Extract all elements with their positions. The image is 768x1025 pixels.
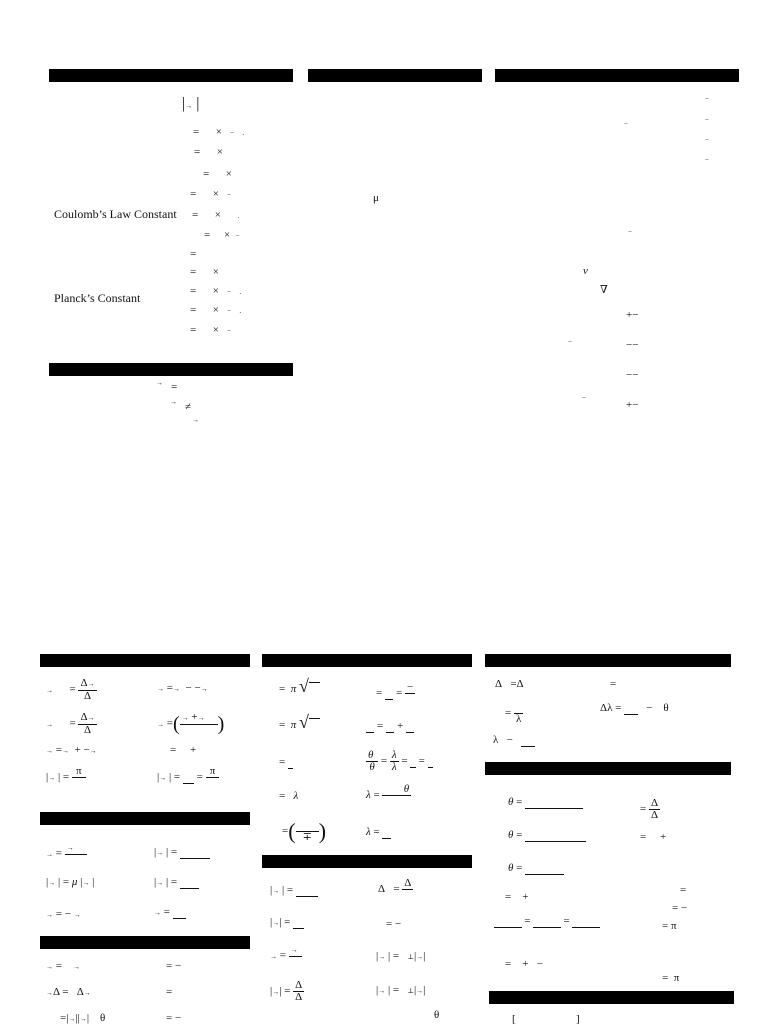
wave-eq-1: = π √: [279, 680, 320, 695]
modern-header-bar: [485, 654, 731, 667]
wave-eq-8: λ = θ: [366, 783, 410, 802]
eq-row-11: = × −: [190, 324, 232, 336]
en-eq-3: →Δ = Δ→: [46, 986, 91, 998]
elec-eq-3: |→| =: [270, 916, 304, 929]
kin-eq-2: → =→ − −→: [157, 682, 208, 694]
opt-eq-8: = −: [672, 902, 688, 914]
dyn-eq-6: → =: [154, 906, 186, 919]
kin-eq-7: |→ | = π: [46, 766, 86, 789]
vec-mark-3: →: [192, 416, 199, 424]
elec-eq-6: |→ | = ⊥|→|: [376, 950, 426, 962]
minus-mark-7: −: [568, 338, 572, 346]
dyn-eq-2: |→ | =: [154, 846, 210, 859]
wave-eq-3: = π √: [279, 716, 320, 731]
eq-row-1: = × − .: [193, 126, 245, 138]
neq-vec: ≠: [185, 401, 192, 413]
coulomb-constant-label: Coulomb’s Law Constant: [54, 207, 177, 221]
opt-eq-10: = π: [662, 920, 677, 932]
eq-row-3: = ×: [203, 168, 232, 180]
elec-eq-7: |→| = $\frac{\Delta}{\Delta}$: [270, 979, 303, 1003]
eq-vec-1: =: [171, 381, 178, 393]
bracket-left: [: [512, 1013, 516, 1025]
en-eq-1: → = →: [46, 960, 80, 972]
dynamics-header-bar: [40, 812, 250, 825]
opt-eq-3: θ =: [508, 829, 586, 842]
dyn-eq-4: |→ | =: [154, 876, 199, 889]
optics-header-bar: [485, 762, 731, 775]
abs-bracket: |→ |: [182, 95, 200, 112]
last-header-bar: [489, 991, 734, 1004]
energy-header-bar: [40, 936, 250, 949]
planck-constant-label: Planck’s Constant: [54, 291, 141, 305]
eq-row-8: = ×: [190, 266, 219, 278]
mod-eq-3: = λ: [505, 702, 523, 725]
dyn-eq-1: → = →: [46, 842, 87, 866]
electricity-header-bar: [262, 855, 472, 868]
mu-symbol: μ: [373, 192, 379, 204]
minusminus-1: −−: [626, 339, 639, 351]
eq-row-7: =: [190, 248, 197, 260]
minus-mark-8: −: [582, 394, 586, 402]
kin-eq-4: → =( → +→ ): [157, 711, 225, 735]
mod-eq-4: Δλ = − θ: [600, 702, 669, 714]
wave-eq-4: = +: [366, 720, 414, 733]
mod-eq-1: Δ =Δ: [495, 678, 524, 690]
top-left-header-bar: [49, 69, 293, 82]
minus-mark-2: −: [624, 120, 628, 128]
eq-row-5: = × .: [192, 209, 240, 221]
eq-row-6: = × −: [204, 229, 240, 241]
elec-eq-2: Δ = Δ: [378, 877, 412, 896]
wave-eq-2: = = −: [376, 681, 414, 700]
vec-mark-1: →: [156, 379, 163, 387]
waves-header-bar: [262, 654, 472, 667]
en-eq-2: = −: [166, 960, 182, 972]
opt-eq-11: = + −: [505, 958, 543, 970]
opt-eq-12: = π: [662, 972, 680, 984]
en-eq-5: =|→||→| θ: [60, 1012, 106, 1024]
eq-row-4: = × −: [190, 188, 232, 200]
wave-eq-10: λ =: [366, 826, 391, 839]
elec-eq-5: → = →: [270, 944, 302, 968]
minusminus-2: −−: [626, 369, 639, 381]
opt-eq-6: =: [680, 884, 687, 896]
vectors-header-bar: [49, 363, 293, 376]
minus-mark-4: −: [705, 136, 709, 144]
opt-eq-4: = +: [640, 831, 667, 843]
eq-row-9: = × − .: [190, 285, 242, 297]
minus-mark-5: −: [705, 156, 709, 164]
kin-eq-8: |→ | = = π: [157, 766, 219, 789]
nu-symbol: ν: [583, 265, 588, 277]
plusminus-2: +−: [626, 399, 639, 411]
kinematics-header-bar: [40, 654, 250, 667]
top-right-header-bar: [495, 69, 739, 82]
eq-row-2: = ×: [194, 146, 223, 158]
opt-eq-9: = =: [494, 915, 600, 928]
elec-eq-1: |→ | =: [270, 884, 318, 897]
opt-eq-7: = +: [505, 891, 529, 903]
dyn-eq-5: → = − →: [46, 908, 81, 920]
minus-mark-6: −: [628, 228, 632, 236]
kin-eq-3: → = $\frac{\Delta\to}{\Delta}$: [46, 711, 95, 736]
vec-mark-2: →: [170, 398, 177, 406]
wave-eq-9: =( ∓ ): [282, 818, 327, 844]
plusminus-1: +−: [626, 309, 639, 321]
wave-eq-7: = λ: [279, 790, 299, 802]
bracket-right: ]: [576, 1013, 580, 1025]
elec-eq-8: |→ | = ⊥|→|: [376, 984, 426, 996]
eq-row-10: = × − .: [190, 304, 242, 316]
en-eq-6: = −: [166, 1012, 182, 1024]
mod-eq-2: =: [610, 678, 617, 690]
kin-eq-5: → =→ + −→: [46, 744, 97, 756]
dyn-eq-3: |→ | = μ |→ |: [46, 876, 95, 888]
wave-eq-6: $\frac{\theta}{\theta}$ = $\frac{\lambda}{\lambda}$ = =: [366, 750, 433, 773]
en-eq-4: =: [166, 986, 173, 998]
opt-eq-1: θ =: [508, 796, 583, 809]
mod-eq-5: λ −: [493, 734, 535, 747]
minus-mark-3: −: [705, 116, 709, 124]
kin-eq-1: → = $\frac{\Delta\to}{\Delta}$: [46, 677, 95, 702]
minus-mark-1: −: [705, 95, 709, 103]
elec-eq-4: = −: [386, 918, 402, 930]
wave-eq-5: =: [279, 756, 293, 769]
elec-theta: θ: [434, 1009, 440, 1021]
opt-eq-2: = $\frac{\Delta}{\Delta}$: [640, 797, 659, 821]
top-middle-header-bar: [308, 69, 482, 82]
opt-eq-5: θ =: [508, 862, 564, 875]
kin-eq-6: = +: [170, 744, 197, 756]
nabla-symbol: ∇: [600, 284, 608, 296]
